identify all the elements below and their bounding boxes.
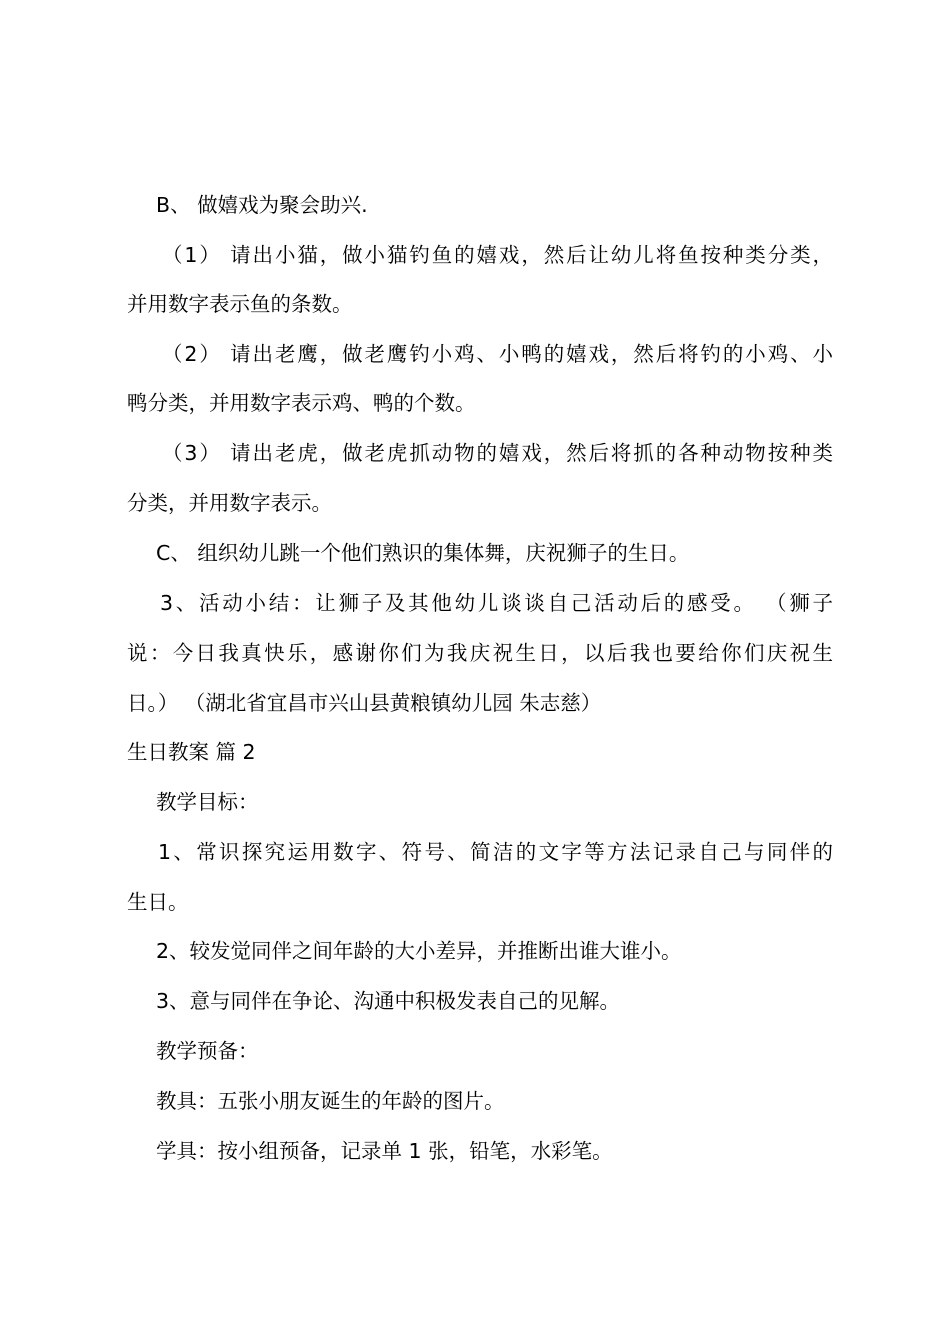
paragraph-c-line-1: C、 组织幼儿跳一个他们熟识的集体舞，庆祝狮子的生日。 xyxy=(156,541,690,565)
paragraph-2-line-2: 鸭分类，并用数字表示鸡、鸭的个数。 xyxy=(127,391,476,415)
paragraph-3-line-2: 分类，并用数字表示。 xyxy=(127,491,332,515)
teaching-prep-heading: 教学预备： xyxy=(156,1039,259,1063)
teaching-goals-heading: 教学目标： xyxy=(156,790,259,814)
paragraph-3-line-1: （3） 请出老虎，做老虎抓动物的嬉戏，然后将抓的各种动物按种类 xyxy=(162,441,833,465)
section-heading: 生日教案 篇 2 xyxy=(127,740,256,764)
goal-3: 3、意与同伴在争论、沟通中积极发表自己的见解。 xyxy=(156,989,621,1013)
paragraph-2-line-1: （2） 请出老鹰，做老鹰钓小鸡、小鸭的嬉戏，然后将钓的小鸡、小 xyxy=(162,342,833,366)
goal-1-line-1: 1、常识探究运用数字、符号、简洁的文字等方法记录自己与同伴的 xyxy=(158,840,833,864)
student-tools: 学具：按小组预备，记录单 1 张，铅笔，水彩笔。 xyxy=(156,1139,613,1163)
goal-1-line-2: 生日。 xyxy=(127,890,189,914)
summary-line-1: 3、活动小结：让狮子及其他幼儿谈谈自己活动后的感受。 （狮子 xyxy=(160,591,833,615)
paragraph-1-line-2: 并用数字表示鱼的条数。 xyxy=(127,292,353,316)
paragraph-b-line-1: B、 做嬉戏为聚会助兴. xyxy=(156,193,368,217)
teacher-tools: 教具：五张小朋友诞生的年龄的图片。 xyxy=(156,1089,505,1113)
summary-line-3: 日。） （湖北省宜昌市兴山县黄粮镇幼儿园 朱志慈） xyxy=(127,691,602,715)
summary-line-2: 说：今日我真快乐，感谢你们为我庆祝生日，以后我也要给你们庆祝生 xyxy=(127,641,833,665)
paragraph-1-line-1: （1） 请出小猫，做小猫钓鱼的嬉戏，然后让幼儿将鱼按种类分类， xyxy=(162,243,833,267)
goal-2: 2、较发觉同伴之间年龄的大小差异，并推断出谁大谁小。 xyxy=(156,939,682,963)
